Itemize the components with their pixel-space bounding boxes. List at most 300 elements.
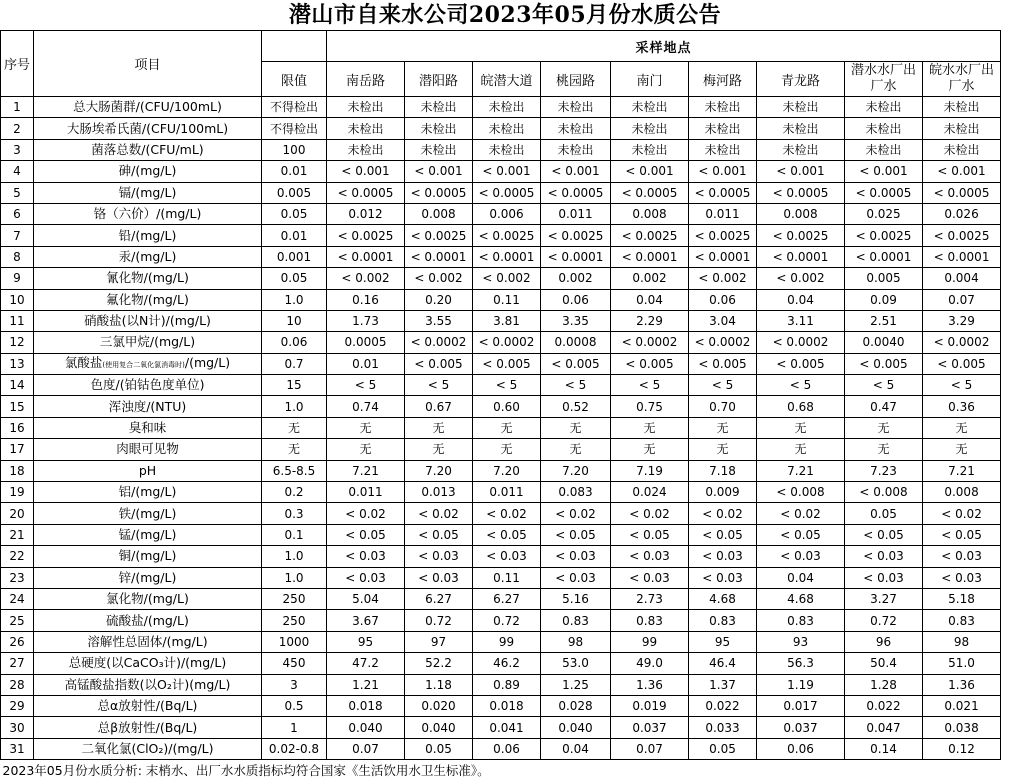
row-value: 0.022 [689,695,757,716]
row-value: < 0.05 [327,524,405,545]
row-value: 53.0 [541,653,611,674]
row-value: < 0.03 [327,567,405,588]
row-value: 0.008 [405,203,473,224]
row-value: 无 [541,439,611,460]
row-value: < 0.001 [405,161,473,182]
row-value: 0.06 [689,289,757,310]
row-value: 0.047 [845,717,923,738]
row-item: 二氧化氯(ClO₂)/(mg/L) [34,738,262,759]
row-number: 12 [1,332,34,353]
row-item: 溶解性总固体/(mg/L) [34,631,262,652]
row-limit: 不得检出 [262,97,327,118]
row-value: < 0.0005 [405,182,473,203]
row-value: < 0.0002 [923,332,1001,353]
row-value: < 5 [541,375,611,396]
header-site: 潜水水厂出厂水 [845,62,923,97]
row-value: 0.05 [405,738,473,759]
table-row [1,460,1001,481]
row-value: 0.04 [611,289,689,310]
row-value: 0.038 [923,717,1001,738]
row-value: 0.024 [611,482,689,503]
row-value: 未检出 [923,97,1001,118]
row-value: < 0.0025 [473,225,541,246]
row-value: 0.020 [405,695,473,716]
row-value: < 0.005 [405,353,473,374]
row-number: 29 [1,695,34,716]
row-item: 肉眼可见物 [34,439,262,460]
table-row [1,246,1001,267]
row-item: 大肠埃希氏菌/(CFU/100mL) [34,118,262,139]
row-value: < 0.02 [541,503,611,524]
row-value: 1.28 [845,674,923,695]
row-limit: 0.001 [262,246,327,267]
header-site: 南门 [611,62,689,97]
row-value: 7.23 [845,460,923,481]
row-item: 硫酸盐/(mg/L) [34,610,262,631]
header-site-group: 采样地点 [327,31,1001,62]
row-value: < 0.0025 [405,225,473,246]
row-value: 0.008 [611,203,689,224]
table-row [1,631,1001,652]
row-item: 色度/(铂钴色度单位) [34,375,262,396]
row-limit: 1.0 [262,396,327,417]
header-limit: 限值 [262,62,327,97]
row-value: 6.27 [473,588,541,609]
row-value: 0.83 [541,610,611,631]
row-item: pH [34,460,262,481]
row-value: 95 [327,631,405,652]
row-item-unit: /(mg/L) [184,354,231,370]
row-item: 总β放射性/(Bq/L) [34,717,262,738]
row-item: 铁/(mg/L) [34,503,262,524]
row-value: < 0.03 [327,546,405,567]
row-value: 0.07 [923,289,1001,310]
row-value: 3.35 [541,310,611,331]
row-value: 3.04 [689,310,757,331]
table-row [1,182,1001,203]
row-value: 1.36 [923,674,1001,695]
row-value: 0.52 [541,396,611,417]
row-item: 氯化物/(mg/L) [34,588,262,609]
row-value: < 0.0001 [327,246,405,267]
row-value: < 0.001 [923,161,1001,182]
row-value: < 0.005 [541,353,611,374]
row-value: 3.67 [327,610,405,631]
row-number: 16 [1,417,34,438]
row-value: 4.68 [757,588,845,609]
row-value: < 0.0025 [845,225,923,246]
row-limit: 10 [262,310,327,331]
row-value: 未检出 [923,139,1001,160]
row-value: 3.81 [473,310,541,331]
table-row [1,439,1001,460]
table-row [1,695,1001,716]
row-limit: 0.1 [262,524,327,545]
row-limit: 1.0 [262,289,327,310]
table-row [1,588,1001,609]
row-item: 总大肠菌群/(CFU/100mL) [34,97,262,118]
row-value: < 0.0005 [327,182,405,203]
row-value: 0.012 [327,203,405,224]
row-limit: 无 [262,417,327,438]
water-quality-table [0,30,1001,779]
row-value: 3.29 [923,310,1001,331]
row-item: 砷/(mg/L) [34,161,262,182]
row-value: 0.16 [327,289,405,310]
row-value: 0.008 [923,482,1001,503]
row-value: 52.2 [405,653,473,674]
row-value: < 0.05 [757,524,845,545]
row-value: 7.19 [611,460,689,481]
row-value: 0.025 [845,203,923,224]
row-value: < 0.05 [611,524,689,545]
row-value: < 0.001 [689,161,757,182]
row-value: < 0.008 [845,482,923,503]
row-value: 未检出 [689,97,757,118]
row-item: 氟化物/(mg/L) [34,289,262,310]
row-value: 无 [689,417,757,438]
row-value: < 0.0002 [611,332,689,353]
row-item-note: (使用复合二氧化氯消毒时) [102,360,185,369]
row-value: 0.05 [689,738,757,759]
row-value: < 0.03 [541,567,611,588]
row-value: 0.083 [541,482,611,503]
row-number: 25 [1,610,34,631]
row-value: < 0.0005 [473,182,541,203]
row-value: 1.73 [327,310,405,331]
header-site: 桃园路 [541,62,611,97]
row-value: 7.21 [327,460,405,481]
row-value: 0.0008 [541,332,611,353]
row-value: < 0.05 [923,524,1001,545]
row-value: 未检出 [327,139,405,160]
row-value: 0.06 [757,738,845,759]
row-value: 0.05 [845,503,923,524]
row-value: 无 [327,439,405,460]
row-limit: 0.01 [262,225,327,246]
row-value: 0.68 [757,396,845,417]
row-value: 无 [689,439,757,460]
row-number: 24 [1,588,34,609]
row-value: < 0.008 [757,482,845,503]
row-limit: 0.02-0.8 [262,738,327,759]
table-row [1,717,1001,738]
table-row [1,203,1001,224]
row-value: < 0.0001 [405,246,473,267]
row-value: < 0.0025 [541,225,611,246]
row-value: 0.017 [757,695,845,716]
row-value: < 0.0025 [689,225,757,246]
row-value: 0.018 [473,695,541,716]
row-value: 未检出 [541,139,611,160]
row-limit: 250 [262,588,327,609]
row-value: 无 [405,417,473,438]
table-row [1,674,1001,695]
row-limit: 0.7 [262,353,327,374]
row-value: < 0.03 [923,546,1001,567]
row-value: < 0.0002 [757,332,845,353]
row-item: 铜/(mg/L) [34,546,262,567]
row-value: 无 [327,417,405,438]
row-value: < 0.0005 [611,182,689,203]
row-number: 5 [1,182,34,203]
row-value: 无 [611,439,689,460]
row-value: < 0.001 [845,161,923,182]
row-value: 0.07 [327,738,405,759]
row-item: 三氯甲烷/(mg/L) [34,332,262,353]
row-number: 14 [1,375,34,396]
row-value: 0.72 [845,610,923,631]
row-number: 1 [1,97,34,118]
row-value: < 0.02 [327,503,405,524]
header-site: 南岳路 [327,62,405,97]
row-item: 铬（六价）/(mg/L) [34,203,262,224]
row-value: < 5 [757,375,845,396]
row-value: 0.011 [541,203,611,224]
table-row [1,225,1001,246]
row-value: 99 [611,631,689,652]
row-number: 3 [1,139,34,160]
row-value: < 0.05 [541,524,611,545]
header-row-1 [1,31,1001,62]
row-value: 0.04 [757,567,845,588]
row-item: 铅/(mg/L) [34,225,262,246]
row-value: < 0.0002 [473,332,541,353]
row-limit: 0.005 [262,182,327,203]
row-value: < 0.002 [327,268,405,289]
row-value: < 0.03 [845,546,923,567]
row-value: < 0.0005 [845,182,923,203]
row-item: 臭和味 [34,417,262,438]
row-value: < 5 [611,375,689,396]
row-value: 0.013 [405,482,473,503]
row-value: 0.70 [689,396,757,417]
row-value: 3.27 [845,588,923,609]
row-value: < 0.005 [845,353,923,374]
row-value: < 0.005 [923,353,1001,374]
table-row [1,310,1001,331]
row-value: < 0.001 [327,161,405,182]
row-limit: 1000 [262,631,327,652]
row-item: 总α放射性/(Bq/L) [34,695,262,716]
row-value: 未检出 [923,118,1001,139]
row-value: 无 [757,439,845,460]
row-value: 0.11 [473,289,541,310]
table-row [1,332,1001,353]
row-value: 未检出 [757,97,845,118]
row-value: 未检出 [845,97,923,118]
row-value: 49.0 [611,653,689,674]
table-row [1,567,1001,588]
row-value: < 0.03 [405,567,473,588]
row-value: 3.11 [757,310,845,331]
row-value: 0.037 [757,717,845,738]
row-value: 5.16 [541,588,611,609]
row-value: 5.04 [327,588,405,609]
row-number: 30 [1,717,34,738]
row-number: 8 [1,246,34,267]
row-number: 11 [1,310,34,331]
row-value: 0.01 [327,353,405,374]
row-value: < 0.03 [757,546,845,567]
row-number: 18 [1,460,34,481]
table-row [1,610,1001,631]
row-value: 0.83 [689,610,757,631]
row-value: < 5 [689,375,757,396]
row-value: 0.026 [923,203,1001,224]
row-value: 0.09 [845,289,923,310]
row-value: < 0.02 [689,503,757,524]
row-limit: 450 [262,653,327,674]
row-item-name: 氯酸盐 [64,354,103,370]
row-value: 0.04 [757,289,845,310]
row-value: 0.040 [541,717,611,738]
row-value: 0.002 [541,268,611,289]
row-value: 47.2 [327,653,405,674]
row-value: 0.47 [845,396,923,417]
row-item: 氰化物/(mg/L) [34,268,262,289]
row-item: 铝/(mg/L) [34,482,262,503]
row-value: 0.011 [689,203,757,224]
row-number: 9 [1,268,34,289]
row-value: < 0.02 [405,503,473,524]
row-value: < 5 [923,375,1001,396]
row-value: 0.06 [473,738,541,759]
row-value: < 0.03 [689,546,757,567]
row-limit: 0.05 [262,203,327,224]
table-row [1,268,1001,289]
row-number: 15 [1,396,34,417]
row-value: < 0.0005 [689,182,757,203]
row-value: 未检出 [845,118,923,139]
row-number: 21 [1,524,34,545]
row-value: 1.37 [689,674,757,695]
row-value: < 0.0001 [757,246,845,267]
row-value: 0.041 [473,717,541,738]
row-value: 未检出 [327,118,405,139]
row-value: 0.04 [541,738,611,759]
row-value: 7.20 [473,460,541,481]
row-number: 13 [1,353,34,374]
row-limit: 0.5 [262,695,327,716]
row-value: < 0.02 [757,503,845,524]
row-value: 无 [923,439,1001,460]
row-value: < 5 [845,375,923,396]
row-item: 镉/(mg/L) [34,182,262,203]
row-value: 93 [757,631,845,652]
row-value: 3.55 [405,310,473,331]
row-value: 2.73 [611,588,689,609]
row-value: < 0.0001 [845,246,923,267]
row-item: 硝酸盐(以N计)/(mg/L) [34,310,262,331]
footer-note: 2023年05月份水质分析: 末梢水、出厂水水质指标均符合国家《生活饮用水卫生标准》。 [2,762,490,778]
row-value: 未检出 [845,139,923,160]
row-value: 未检出 [405,97,473,118]
row-value: < 0.0025 [923,225,1001,246]
row-value: < 0.002 [473,268,541,289]
table-row [1,503,1001,524]
row-limit: 0.05 [262,268,327,289]
header-site: 梅河路 [689,62,757,97]
row-value: < 0.0005 [541,182,611,203]
table-row [1,353,1001,374]
header-item: 项目 [34,31,262,97]
row-value: 0.008 [757,203,845,224]
row-number: 17 [1,439,34,460]
row-value: < 0.0025 [611,225,689,246]
row-value: 2.51 [845,310,923,331]
row-value: 0.028 [541,695,611,716]
row-value: 1.18 [405,674,473,695]
row-value: 0.74 [327,396,405,417]
row-value: 未检出 [405,139,473,160]
row-item: 浑浊度/(NTU) [34,396,262,417]
row-value: 7.21 [923,460,1001,481]
row-number: 4 [1,161,34,182]
row-value: 7.20 [405,460,473,481]
row-value: 0.011 [327,482,405,503]
row-value: 95 [689,631,757,652]
row-value: 1.25 [541,674,611,695]
row-value: 0.005 [845,268,923,289]
row-value: 0.83 [923,610,1001,631]
header-site: 青龙路 [757,62,845,97]
row-value: < 0.002 [757,268,845,289]
row-value: < 0.0002 [689,332,757,353]
table-row [1,738,1001,759]
row-value: 0.72 [405,610,473,631]
row-value: 无 [845,439,923,460]
row-value: 0.60 [473,396,541,417]
row-value: < 0.03 [611,546,689,567]
row-value: < 0.001 [757,161,845,182]
row-item: 菌落总数/(CFU/mL) [34,139,262,160]
row-value: < 0.02 [923,503,1001,524]
row-value: 46.4 [689,653,757,674]
row-limit: 0.2 [262,482,327,503]
row-value: 7.18 [689,460,757,481]
row-value: 未检出 [611,97,689,118]
row-value: 0.89 [473,674,541,695]
row-value: 未检出 [541,97,611,118]
row-value: 0.033 [689,717,757,738]
row-number: 6 [1,203,34,224]
table-row [1,417,1001,438]
row-value: 未检出 [611,118,689,139]
row-value: < 0.03 [611,567,689,588]
row-number: 20 [1,503,34,524]
row-value: 0.83 [757,610,845,631]
row-value: < 0.001 [611,161,689,182]
row-value: < 0.03 [405,546,473,567]
row-value: 未检出 [689,118,757,139]
row-value: < 0.005 [473,353,541,374]
row-value: < 0.005 [611,353,689,374]
table-row [1,546,1001,567]
row-limit: 1 [262,717,327,738]
header-blank [262,31,327,62]
row-limit: 0.01 [262,161,327,182]
row-value: 无 [611,417,689,438]
header-site: 皖潜大道 [473,62,541,97]
row-number: 31 [1,738,34,759]
table-row [1,97,1001,118]
row-limit: 0.06 [262,332,327,353]
row-value: < 0.03 [689,567,757,588]
row-number: 26 [1,631,34,652]
row-item: 总硬度(以CaCO₃计)/(mg/L) [34,653,262,674]
row-value: < 0.0025 [757,225,845,246]
